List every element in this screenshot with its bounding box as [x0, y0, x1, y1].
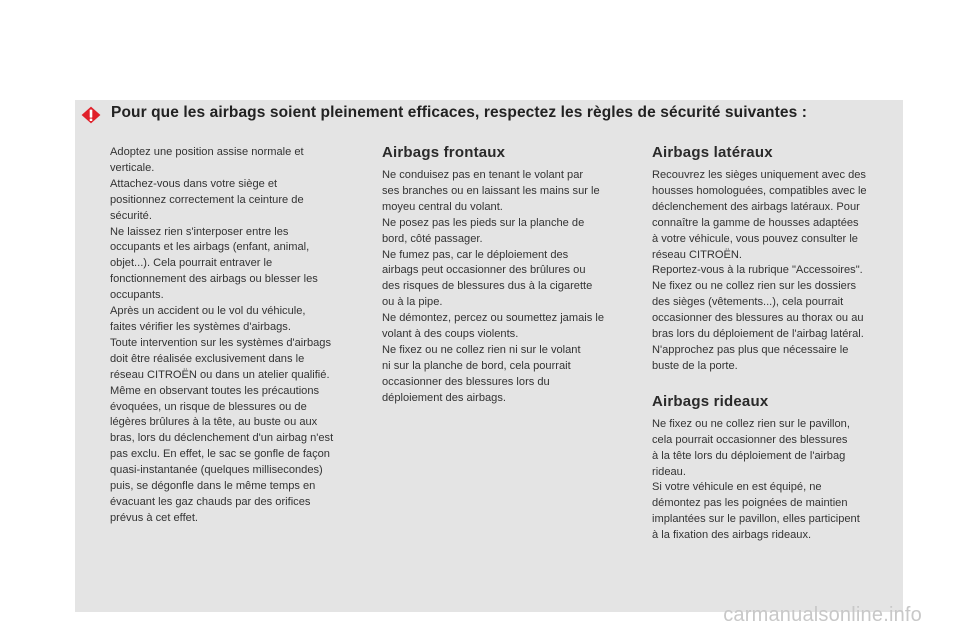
- text-line: Ne fixez ou ne collez rien sur le pavillon,: [652, 417, 850, 430]
- text-line: cela pourrait occasionner des blessures: [652, 433, 848, 446]
- lateral-airbags-title: Airbags latéraux: [652, 144, 773, 161]
- side-airbags-column: [652, 144, 900, 544]
- text-line: occupants.: [110, 289, 164, 302]
- text-line: réseau CITROËN.: [652, 248, 743, 261]
- text-line: rideau.: [652, 465, 686, 478]
- text-line: occupants et les airbags (enfant, animal,: [110, 241, 310, 254]
- text-line: ses branches ou en laissant les mains sur le: [382, 184, 600, 197]
- text-line: prévus à cet effet.: [110, 511, 198, 524]
- watermark: carmanualsonline.info: [723, 604, 922, 626]
- general-rules-column: [110, 145, 366, 527]
- text-line: implantées sur le pavillon, elles participent: [652, 513, 860, 526]
- text-line: Ne laissez rien s'interposer entre les: [110, 225, 289, 238]
- text-line: pas exclu. En effet, le sac se gonfle de façon: [110, 448, 330, 461]
- text-line: verticale.: [110, 161, 155, 174]
- text-line: Ne fumez pas, car le déploiement des: [382, 248, 569, 261]
- text-line: déclenchement des airbags latéraux. Pour: [652, 200, 860, 213]
- text-line: Ne fixez ou ne collez rien sur les dossiers: [652, 280, 857, 293]
- text-line: puis, se dégonfle dans le même temps en: [110, 480, 316, 493]
- text-line: positionnez correctement la ceinture de: [110, 193, 304, 206]
- text-line: doit être réalisée exclusivement dans le: [110, 352, 305, 365]
- text-line: Si votre véhicule en est équipé, ne: [652, 481, 822, 494]
- text-line: fonctionnement des airbags ou blesser les: [110, 273, 318, 286]
- text-line: Ne fixez ou ne collez rien ni sur le volant: [382, 343, 581, 356]
- text-line: volant à des coups violents.: [382, 328, 519, 341]
- text-line: Même en observant toutes les précautions: [110, 384, 320, 397]
- text-line: Attachez-vous dans votre siège et: [110, 177, 278, 190]
- frontal-airbags-column: [382, 144, 638, 407]
- text-line: Adoptez une position assise normale et: [110, 146, 304, 158]
- text-line: Ne démontez, percez ou soumettez jamais le: [382, 312, 604, 325]
- text-line: Recouvrez les sièges uniquement avec des: [652, 169, 866, 181]
- text-line: à votre véhicule, vous pouvez consulter le: [652, 232, 858, 245]
- text-line: occasionner des blessures au thorax ou au: [652, 312, 864, 325]
- text-line: quasi-instantanée (quelques millisecondes): [110, 464, 323, 477]
- text-line: faites vérifier les systèmes d'airbags.: [110, 320, 291, 333]
- text-line: évoquées, un risque de blessures ou de: [110, 400, 307, 413]
- text-line: légères brûlures à la tête, au buste ou aux: [110, 416, 318, 429]
- text-line: à la tête lors du déploiement de l'airbag: [652, 449, 846, 462]
- text-line: réseau CITROËN ou dans un atelier qualifié.: [110, 368, 330, 381]
- text-line: Reportez-vous à la rubrique "Accessoires".: [652, 264, 863, 277]
- text-line: déploiement des airbags.: [382, 391, 506, 404]
- text-line: sécurité.: [110, 209, 152, 222]
- text-line: objet...). Cela pourrait entraver le: [110, 257, 273, 270]
- text-line: à la fixation des airbags rideaux.: [652, 529, 812, 542]
- text-line: bord, côté passager.: [382, 232, 483, 245]
- text-line: connaître la gamme de housses adaptées: [652, 216, 859, 229]
- text-line: démontez pas les poignées de maintien: [652, 497, 848, 510]
- frontal-airbags-title: Airbags frontaux: [382, 144, 506, 161]
- text-line: moyeu central du volant.: [382, 200, 503, 213]
- text-line: buste de la porte.: [652, 359, 738, 372]
- text-line: Ne posez pas les pieds sur la planche de: [382, 216, 585, 229]
- safety-rules-heading: Pour que les airbags soient pleinement efficaces, respectez les règles de sécurité suivantes :: [111, 104, 807, 121]
- text-line: N'approchez pas plus que nécessaire le: [652, 343, 849, 356]
- text-line: Toute intervention sur les systèmes d'airbags: [110, 336, 332, 349]
- text-line: housses homologuées, compatibles avec le: [652, 184, 867, 197]
- text-line: des risques de blessures dus à la cigarette: [382, 280, 593, 293]
- text-line: Ne conduisez pas en tenant le volant par: [382, 169, 584, 181]
- text-line: airbags peut occasionner des brûlures ou: [382, 264, 586, 277]
- text-line: des sièges (vêtements...), cela pourrait: [652, 296, 844, 309]
- text-line: bras lors du déploiement de l'airbag latéral.: [652, 328, 864, 341]
- exclamation-warning-icon: [81, 106, 101, 124]
- text-line: évacuant les gaz chauds par des orifices: [110, 495, 311, 508]
- text-line: bras, lors du déclenchement d'un airbag n'est: [110, 432, 334, 445]
- curtain-airbags-title: Airbags rideaux: [652, 392, 769, 410]
- text-line: ou à la pipe.: [382, 296, 443, 309]
- text-line: occasionner des blessures lors du: [382, 375, 550, 388]
- text-line: ni sur la planche de bord, cela pourrait: [382, 359, 571, 372]
- text-line: Après un accident ou le vol du véhicule,: [110, 305, 306, 318]
